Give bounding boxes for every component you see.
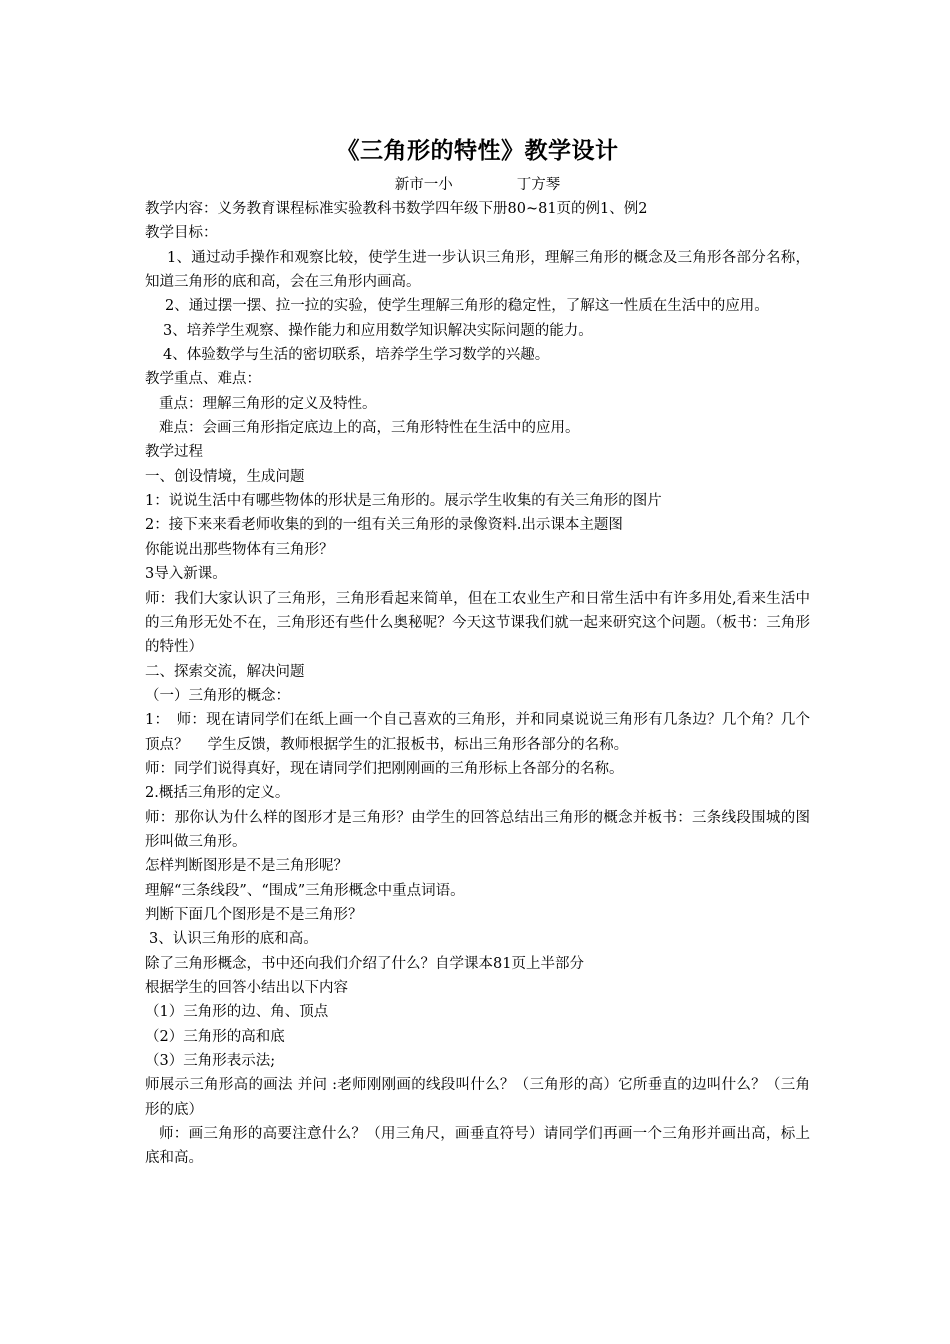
key-heading: 教学重点、难点： bbox=[145, 371, 261, 388]
goal-2: 2、通过摆一摆、拉一拉的实验，使学生理解三角形的稳定性，了解这一性质在生活中的应用。 bbox=[165, 298, 769, 315]
s2-list-1: （1）三角形的边、角、顶点 bbox=[145, 1004, 329, 1021]
s2-item-1: 1： 师：现在请同学们在纸上画一个自己喜欢的三角形，并和同桌说说三角形有几条边？几个角？几个顶点？ 学生反馈，教师根据学生的汇报板书，标出三角形各部分的名称。 bbox=[145, 712, 810, 753]
key-point: 重点：理解三角形的定义及特性。 bbox=[159, 395, 377, 412]
s2-teacher-1: 师：同学们说得真好，现在请同学们把刚刚画的三角形标上各部分的名称。 bbox=[145, 760, 624, 777]
s2-summary: 根据学生的回答小结出以下内容 bbox=[145, 980, 348, 996]
author-line bbox=[145, 173, 810, 197]
s2-demo: 师展示三角形高的画法 并问 :老师刚刚画的线段叫什么？（三角形的高）它所垂直的边叫什么？（三角形的底） bbox=[145, 1077, 810, 1118]
s1-item-3: 3导入新课。 bbox=[145, 566, 227, 583]
s2-list-3: （3）三角形表示法; bbox=[145, 1053, 276, 1070]
s1-question: 你能说出那些物体有三角形？ bbox=[145, 541, 334, 558]
s1-teacher-paragraph: 师：我们大家认识了三角形，三角形看起来简单，但在工农业生产和日常生活中有许多用处,看来生活中的三角形无处不在，三角形还有些什么奥秘呢？今天这节课我们就一起来研究这个问题。（板书：三角形的特性） bbox=[145, 590, 810, 656]
school-name: 新市一小 bbox=[394, 177, 453, 193]
goals-heading: 教学目标： bbox=[145, 225, 218, 242]
s2-item-3: 3、认识三角形的底和高。 bbox=[149, 931, 318, 948]
section-1-heading: 一、创设情境，生成问题 bbox=[145, 468, 305, 485]
s2-teacher-3: 师：画三角形的高要注意什么？（用三角尺，画垂直符号）请同学们再画一个三角形并画出高，标上底和高。 bbox=[145, 1126, 810, 1167]
teacher-name: 丁方琴 bbox=[516, 177, 561, 193]
document-title: 《三角形的特性》教学设计 bbox=[336, 138, 619, 164]
goal-4: 4、体验数学与生活的密切联系，培养学生学习数学的兴趣。 bbox=[163, 347, 550, 364]
s2-subheading-1: （一）三角形的概念： bbox=[145, 687, 290, 704]
s2-understand: 理解“三条线段”、“围成”三角形概念中重点词语。 bbox=[145, 882, 465, 899]
teaching-content: 教学内容：义务教育课程标准实验教科书数学四年级下册80~81页的例1、例2 bbox=[145, 201, 648, 217]
s2-self-study: 除了三角形概念，书中还向我们介绍了什么？自学课本81页上半部分 bbox=[145, 955, 584, 972]
s2-list-2: （2）三角形的高和底 bbox=[145, 1028, 285, 1045]
s2-question-2: 判断下面几个图形是不是三角形？ bbox=[145, 906, 363, 923]
document-page bbox=[145, 133, 810, 1171]
s2-item-2: 2.概括三角形的定义。 bbox=[145, 785, 290, 802]
s1-item-1: 1：说说生活中有哪些物体的形状是三角形的。展示学生收集的有关三角形的图片 bbox=[145, 493, 662, 510]
goal-1: 1、通过动手操作和观察比较，使学生进一步认识三角形，理解三角形的概念及三角形各部分名称，知道三角形的底和高，会在三角形内画高。 bbox=[145, 249, 810, 291]
s1-item-2: 2：接下来来看老师收集的到的一组有关三角形的录像资料.出示课本主题图 bbox=[145, 517, 623, 534]
difficult-point: 难点：会画三角形指定底边上的高，三角形特性在生活中的应用。 bbox=[159, 420, 580, 437]
s2-teacher-2: 师：那你认为什么样的图形才是三角形？由学生的回答总结出三角形的概念并板书：三条线段围城的图形叫做三角形。 bbox=[145, 809, 810, 850]
goal-3: 3、培养学生观察、操作能力和应用数学知识解决实际问题的能力。 bbox=[163, 322, 593, 339]
s2-question-1: 怎样判断图形是不是三角形呢？ bbox=[145, 858, 348, 875]
section-2-heading: 二、探索交流，解决问题 bbox=[145, 663, 305, 680]
process-heading: 教学过程 bbox=[145, 444, 203, 461]
